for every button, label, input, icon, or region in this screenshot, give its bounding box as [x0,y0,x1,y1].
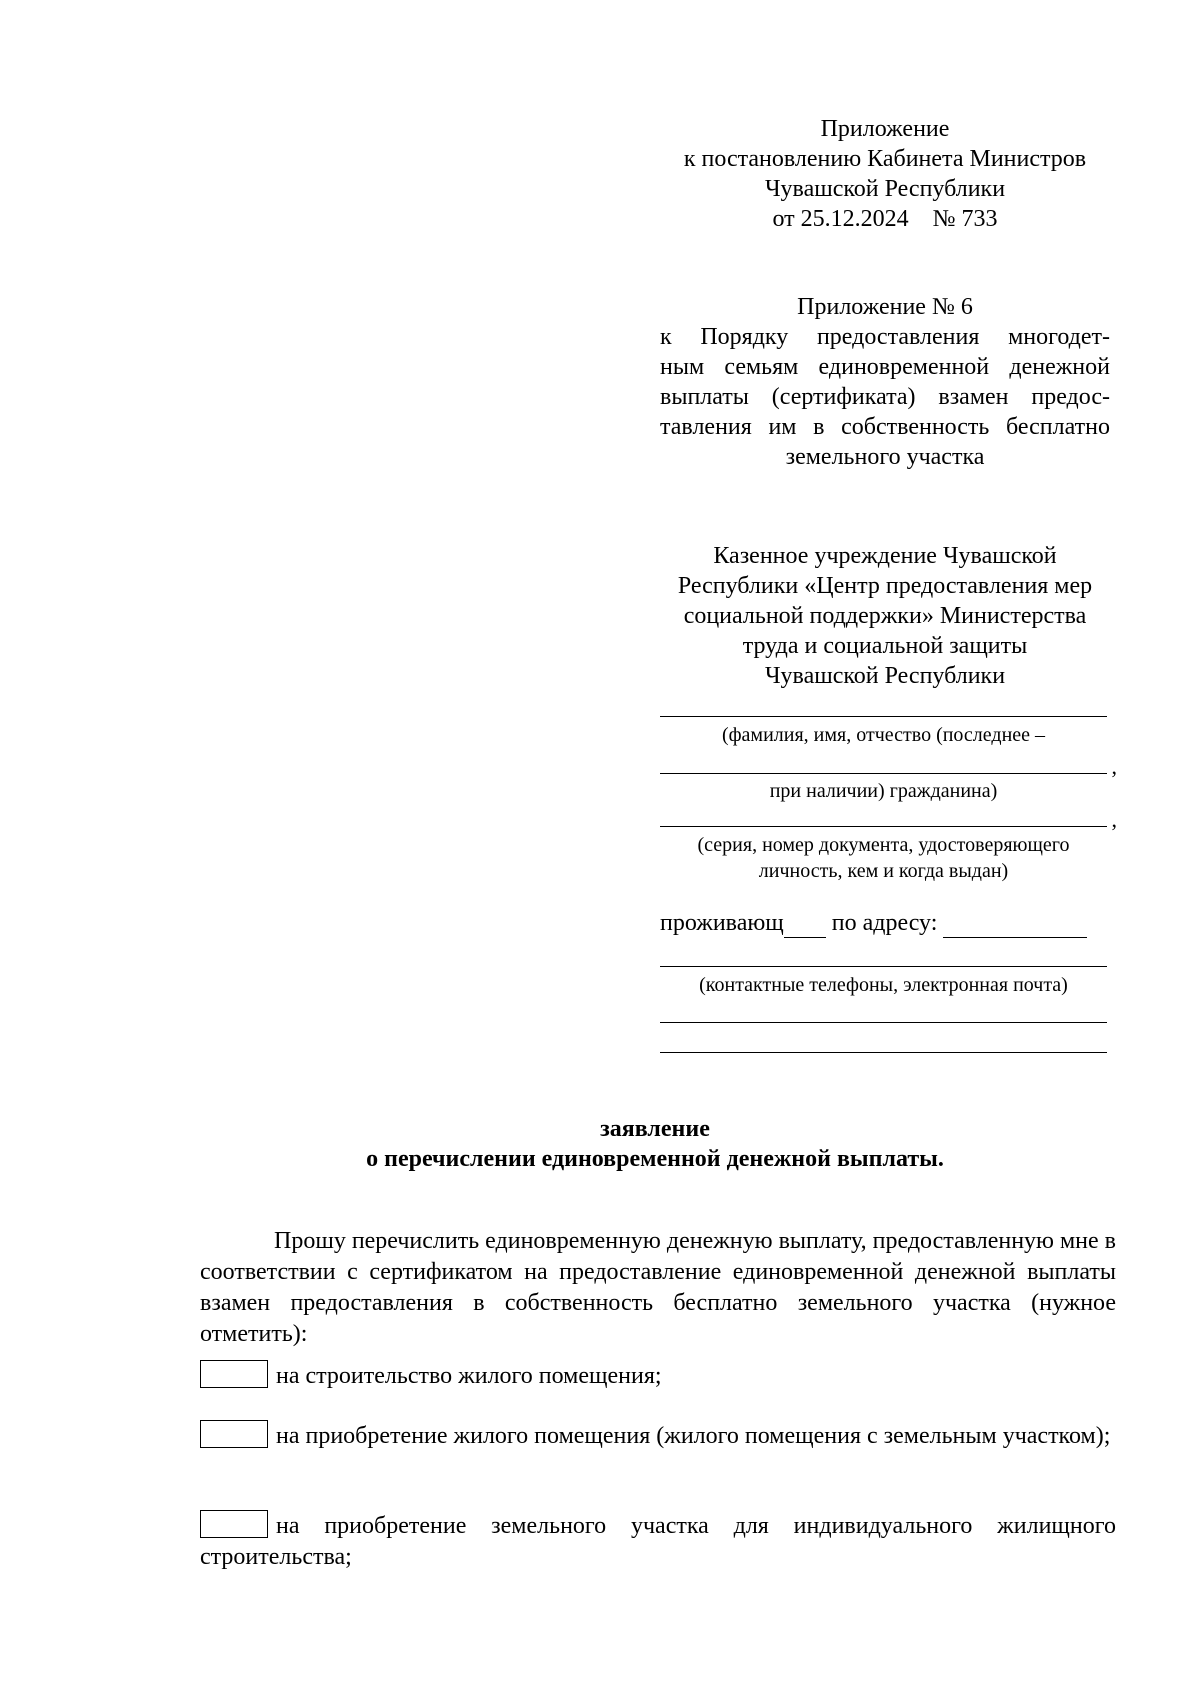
contacts-field-line-2[interactable] [660,1052,1107,1053]
title-line: о перечислении единовременной денежной выплаты. [366,1146,944,1172]
application-title [200,1114,1110,1174]
contacts-hint: (контактные телефоны, электронная почта) [699,974,1068,996]
addressee-line: труда и социальной защиты [742,633,1028,659]
addressee-line: Чувашской Республики [764,663,1006,689]
name-hint-1: (фамилия, имя, отчество (последнее – [721,724,1046,746]
addressee-line: Казенное учреждение Чувашской [713,543,1057,569]
annex-header [660,114,1110,234]
option-item [200,1420,1116,1452]
annex6-line: к Порядку предоставления многодет- [660,324,1110,350]
annex-header-line: Приложение [820,116,950,142]
address-row [660,908,1110,938]
comma: , [1111,807,1117,832]
annex6-title: Приложение № 6 [797,294,973,320]
document-field-line[interactable] [660,807,1117,832]
contacts-field-line-1[interactable] [660,1022,1107,1023]
request-paragraph: Прошу перечислить единовременную денежную выплату, предоставленную мне в соответствии с сертификатом на предоставление единовременной денежной выплаты взамен предоставления в собственность бесплатно земельного участка (нужное отметить): [200,1228,1117,1347]
addressee-line: Республики «Центр предоставления мер [677,573,1093,599]
annex6-line: ным семьям единовременной денежной [660,354,1110,380]
address-label: по адресу: [825,910,944,936]
address-prefix: проживающ [660,910,784,936]
annex-header-line: к постановлению Кабинета Министров [683,146,1087,172]
option-checkbox[interactable] [200,1420,268,1448]
annex6-line: выплаты (сертификата) взамен предос- [660,384,1110,410]
address-field-line-2[interactable] [660,966,1107,967]
option-label: на приобретение жилого помещения (жилого помещения с земельным участком); [276,1423,1111,1449]
name-field-line-2[interactable] [660,754,1117,779]
option-checkbox[interactable] [200,1360,268,1388]
option-label: на приобретение земельного участка для индивидуального жилищного строительства; [200,1513,1116,1570]
annex6-line: тавления им в собственность бесплатно [660,414,1110,440]
name-field-line-1[interactable] [660,716,1107,717]
annex6-line: земельного участка [785,444,985,470]
comma: , [1111,754,1117,779]
address-suffix-blank[interactable] [784,913,826,938]
name-hint-2: при наличии) гражданина) [769,780,998,802]
addressee-line: социальной поддержки» Министерства [683,603,1087,629]
title-line: заявление [600,1116,710,1142]
annex-header-line: от 25.12.2024 № 733 [772,206,998,232]
document-hint-1: (серия, номер документа, удостоверяющего [697,834,1070,856]
address-field[interactable] [943,913,1087,938]
option-label: на строительство жилого помещения; [276,1363,662,1389]
addressee-block [660,541,1110,691]
document-hint-2: личность, кем и когда выдан) [758,860,1009,882]
annex6-header [660,292,1110,472]
option-item [200,1360,1116,1392]
option-item [200,1510,1116,1573]
annex-header-line: Чувашской Республики [764,176,1006,202]
option-checkbox[interactable] [200,1510,268,1538]
